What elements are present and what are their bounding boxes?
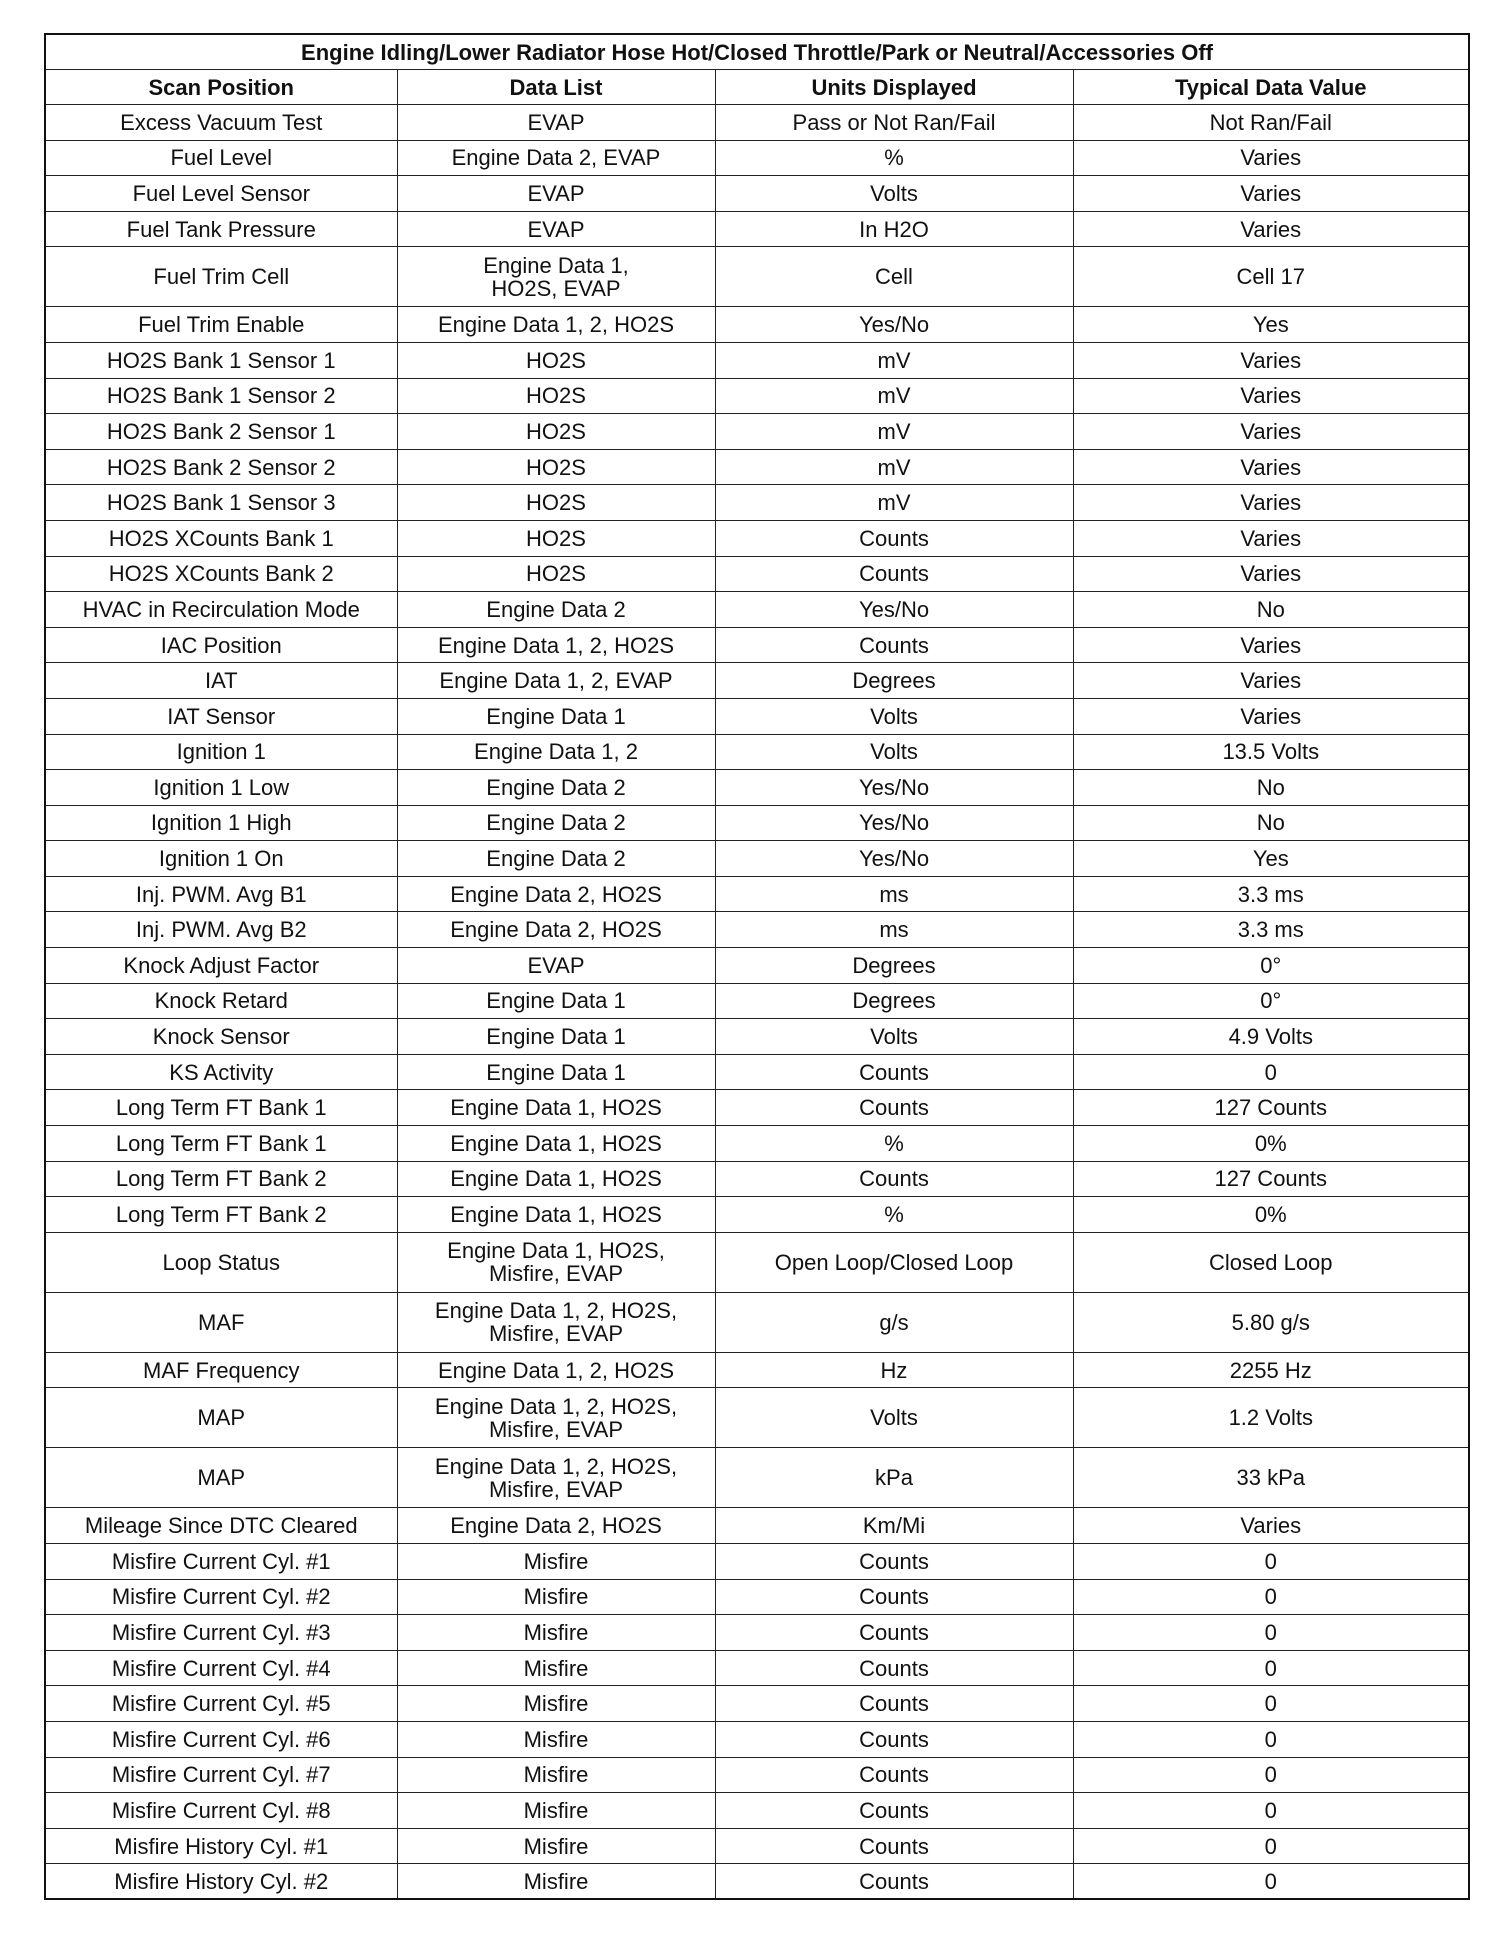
units-displayed-cell: %: [715, 1126, 1073, 1162]
units-displayed-cell: %: [715, 140, 1073, 176]
scan-position-cell: Knock Sensor: [45, 1019, 397, 1055]
units-displayed-cell: kPa: [715, 1448, 1073, 1508]
column-header-units-displayed: Units Displayed: [715, 70, 1073, 105]
data-list-cell: Misfire: [397, 1579, 715, 1615]
table-row: [45, 140, 1469, 176]
scan-position-cell: Misfire Current Cyl. #3: [45, 1615, 397, 1651]
data-list-cell: EVAP: [397, 948, 715, 984]
scan-position-cell: Fuel Trim Enable: [45, 307, 397, 343]
table-row: [45, 1828, 1469, 1864]
table-row: [45, 211, 1469, 247]
scan-position-cell: Fuel Trim Cell: [45, 247, 397, 307]
table-title: Engine Idling/Lower Radiator Hose Hot/Closed Throttle/Park or Neutral/Accessories Off: [45, 34, 1469, 70]
scan-position-cell: Ignition 1 High: [45, 805, 397, 841]
scan-position-cell: Inj. PWM. Avg B2: [45, 912, 397, 948]
data-list-cell: EVAP: [397, 176, 715, 212]
typical-data-value-cell: Varies: [1073, 485, 1469, 521]
table-row: [45, 1448, 1469, 1508]
units-displayed-cell: Counts: [715, 556, 1073, 592]
column-header-data-list: Data List: [397, 70, 715, 105]
table-row: [45, 1721, 1469, 1757]
typical-data-value-cell: 2255 Hz: [1073, 1352, 1469, 1388]
data-list-cell: HO2S: [397, 556, 715, 592]
data-list-cell: HO2S: [397, 414, 715, 450]
data-list-cell: HO2S: [397, 520, 715, 556]
typical-data-value-cell: 0%: [1073, 1126, 1469, 1162]
data-list-cell: Engine Data 2, EVAP: [397, 140, 715, 176]
table-row: [45, 948, 1469, 984]
scan-data-table: [44, 33, 1470, 1900]
units-displayed-cell: Counts: [715, 1828, 1073, 1864]
scan-position-cell: Fuel Level: [45, 140, 397, 176]
scan-position-cell: Ignition 1: [45, 734, 397, 770]
data-list-line-1: Engine Data 1, 2, HO2S,: [434, 1453, 678, 1479]
data-list-cell: Engine Data 1, HO2S: [397, 1161, 715, 1197]
scan-position-cell: IAT: [45, 663, 397, 699]
units-displayed-cell: Volts: [715, 176, 1073, 212]
table-row: [45, 841, 1469, 877]
data-list-cell: Engine Data 1: [397, 1019, 715, 1055]
data-list-cell: HO2S: [397, 342, 715, 378]
data-list-cell: Engine Data 1: [397, 1054, 715, 1090]
typical-data-value-cell: Varies: [1073, 520, 1469, 556]
typical-data-value-cell: Varies: [1073, 342, 1469, 378]
data-list-line-2: Misfire, EVAP: [488, 1261, 624, 1287]
table-header: [45, 34, 1469, 105]
data-list-line-2: HO2S, EVAP: [491, 275, 621, 301]
data-list-cell: Engine Data 2: [397, 770, 715, 806]
units-displayed-cell: mV: [715, 449, 1073, 485]
data-list-cell: Engine Data 1, 2, HO2S: [397, 307, 715, 343]
typical-data-value-cell: 0: [1073, 1721, 1469, 1757]
units-displayed-cell: Counts: [715, 1054, 1073, 1090]
typical-data-value-cell: 0: [1073, 1793, 1469, 1829]
units-displayed-cell: Yes/No: [715, 592, 1073, 628]
units-displayed-cell: Counts: [715, 627, 1073, 663]
scan-position-cell: Excess Vacuum Test: [45, 105, 397, 141]
scan-position-cell: MAP: [45, 1448, 397, 1508]
typical-data-value-cell: No: [1073, 770, 1469, 806]
data-list-cell: Misfire: [397, 1615, 715, 1651]
table-row: [45, 1388, 1469, 1448]
typical-data-value-cell: Varies: [1073, 211, 1469, 247]
table-row: [45, 627, 1469, 663]
scan-position-cell: Long Term FT Bank 1: [45, 1090, 397, 1126]
table-row: [45, 485, 1469, 521]
table-row: [45, 1054, 1469, 1090]
table-row: [45, 1864, 1469, 1900]
scan-position-cell: Misfire History Cyl. #1: [45, 1828, 397, 1864]
typical-data-value-cell: Varies: [1073, 176, 1469, 212]
typical-data-value-cell: Varies: [1073, 556, 1469, 592]
column-header-scan-position: Scan Position: [45, 70, 397, 105]
data-list-cell: Engine Data 2: [397, 592, 715, 628]
scan-data-sheet: [44, 33, 1468, 1900]
scan-position-cell: Fuel Level Sensor: [45, 176, 397, 212]
units-displayed-cell: Counts: [715, 1793, 1073, 1829]
scan-position-cell: HVAC in Recirculation Mode: [45, 592, 397, 628]
typical-data-value-cell: Cell 17: [1073, 247, 1469, 307]
typical-data-value-cell: 127 Counts: [1073, 1090, 1469, 1126]
scan-position-cell: Misfire Current Cyl. #4: [45, 1650, 397, 1686]
table-row: [45, 698, 1469, 734]
typical-data-value-cell: Varies: [1073, 698, 1469, 734]
table-row: [45, 1126, 1469, 1162]
units-displayed-cell: mV: [715, 485, 1073, 521]
units-displayed-cell: Hz: [715, 1352, 1073, 1388]
units-displayed-cell: Counts: [715, 1161, 1073, 1197]
units-displayed-cell: Degrees: [715, 983, 1073, 1019]
units-displayed-cell: Counts: [715, 1864, 1073, 1900]
scan-position-cell: IAT Sensor: [45, 698, 397, 734]
table-row: [45, 342, 1469, 378]
typical-data-value-cell: 33 kPa: [1073, 1448, 1469, 1508]
scan-position-cell: Ignition 1 Low: [45, 770, 397, 806]
table-row: [45, 983, 1469, 1019]
data-list-cell: Engine Data 2, HO2S: [397, 1508, 715, 1544]
units-displayed-cell: Counts: [715, 520, 1073, 556]
scan-position-cell: HO2S Bank 1 Sensor 3: [45, 485, 397, 521]
typical-data-value-cell: Varies: [1073, 449, 1469, 485]
data-list-cell: HO2S: [397, 378, 715, 414]
scan-position-cell: Misfire Current Cyl. #1: [45, 1544, 397, 1580]
table-row: [45, 1232, 1469, 1292]
table-row: [45, 520, 1469, 556]
typical-data-value-cell: 0: [1073, 1615, 1469, 1651]
scan-position-cell: Long Term FT Bank 2: [45, 1161, 397, 1197]
table-row: [45, 1757, 1469, 1793]
scan-position-cell: Fuel Tank Pressure: [45, 211, 397, 247]
units-displayed-cell: In H2O: [715, 211, 1073, 247]
units-displayed-cell: Yes/No: [715, 805, 1073, 841]
data-list-line-2: Misfire, EVAP: [488, 1321, 624, 1347]
units-displayed-cell: Pass or Not Ran/Fail: [715, 105, 1073, 141]
data-list-cell: Misfire: [397, 1721, 715, 1757]
table-row: [45, 1090, 1469, 1126]
data-list-cell: [397, 1232, 715, 1292]
scan-position-cell: MAF Frequency: [45, 1352, 397, 1388]
typical-data-value-cell: 0: [1073, 1579, 1469, 1615]
typical-data-value-cell: Yes: [1073, 841, 1469, 877]
units-displayed-cell: Km/Mi: [715, 1508, 1073, 1544]
typical-data-value-cell: No: [1073, 805, 1469, 841]
table-row: [45, 1508, 1469, 1544]
data-list-line-1: Engine Data 1, 2, HO2S,: [434, 1393, 678, 1419]
table-row: [45, 770, 1469, 806]
units-displayed-cell: Yes/No: [715, 841, 1073, 877]
scan-position-cell: Knock Adjust Factor: [45, 948, 397, 984]
table-row: [45, 805, 1469, 841]
table-row: [45, 176, 1469, 212]
table-row: [45, 1615, 1469, 1651]
units-displayed-cell: mV: [715, 414, 1073, 450]
data-list-cell: [397, 1292, 715, 1352]
data-list-line-1: Engine Data 1,: [483, 252, 629, 278]
scan-position-cell: IAC Position: [45, 627, 397, 663]
data-list-cell: Engine Data 2, HO2S: [397, 912, 715, 948]
data-list-cell: Misfire: [397, 1544, 715, 1580]
typical-data-value-cell: 0°: [1073, 983, 1469, 1019]
units-displayed-cell: mV: [715, 378, 1073, 414]
scan-position-cell: MAP: [45, 1388, 397, 1448]
data-list-cell: EVAP: [397, 211, 715, 247]
data-list-cell: Engine Data 1, HO2S: [397, 1197, 715, 1233]
units-displayed-cell: ms: [715, 876, 1073, 912]
scan-position-cell: Ignition 1 On: [45, 841, 397, 877]
units-displayed-cell: Open Loop/Closed Loop: [715, 1232, 1073, 1292]
table-row: [45, 556, 1469, 592]
typical-data-value-cell: 0: [1073, 1864, 1469, 1900]
scan-position-cell: HO2S XCounts Bank 2: [45, 556, 397, 592]
scan-position-cell: HO2S Bank 2 Sensor 2: [45, 449, 397, 485]
data-list-cell: Engine Data 1, 2: [397, 734, 715, 770]
units-displayed-cell: Degrees: [715, 663, 1073, 699]
data-list-cell: Engine Data 2: [397, 805, 715, 841]
typical-data-value-cell: 0: [1073, 1544, 1469, 1580]
scan-position-cell: HO2S Bank 1 Sensor 2: [45, 378, 397, 414]
typical-data-value-cell: Varies: [1073, 1508, 1469, 1544]
table-row: [45, 1292, 1469, 1352]
typical-data-value-cell: Closed Loop: [1073, 1232, 1469, 1292]
typical-data-value-cell: 0: [1073, 1757, 1469, 1793]
scan-position-cell: Misfire Current Cyl. #6: [45, 1721, 397, 1757]
data-list-cell: Misfire: [397, 1686, 715, 1722]
units-displayed-cell: Counts: [715, 1686, 1073, 1722]
units-displayed-cell: Yes/No: [715, 770, 1073, 806]
units-displayed-cell: Counts: [715, 1579, 1073, 1615]
table-row: [45, 378, 1469, 414]
typical-data-value-cell: Varies: [1073, 627, 1469, 663]
units-displayed-cell: Yes/No: [715, 307, 1073, 343]
table-row: [45, 592, 1469, 628]
data-list-cell: Misfire: [397, 1650, 715, 1686]
typical-data-value-cell: 1.2 Volts: [1073, 1388, 1469, 1448]
table-row: [45, 1793, 1469, 1829]
data-list-cell: Engine Data 1: [397, 698, 715, 734]
data-list-cell: Engine Data 2, HO2S: [397, 876, 715, 912]
data-list-line-1: Engine Data 1, HO2S,: [447, 1238, 665, 1264]
typical-data-value-cell: 3.3 ms: [1073, 912, 1469, 948]
data-list-cell: [397, 1388, 715, 1448]
typical-data-value-cell: 0: [1073, 1650, 1469, 1686]
scan-position-cell: Misfire Current Cyl. #2: [45, 1579, 397, 1615]
units-displayed-cell: Counts: [715, 1650, 1073, 1686]
scan-position-cell: Misfire Current Cyl. #7: [45, 1757, 397, 1793]
units-displayed-cell: Volts: [715, 734, 1073, 770]
data-list-cell: [397, 1448, 715, 1508]
units-displayed-cell: Volts: [715, 1388, 1073, 1448]
table-row: [45, 734, 1469, 770]
data-list-cell: Engine Data 1, HO2S: [397, 1126, 715, 1162]
scan-position-cell: HO2S XCounts Bank 1: [45, 520, 397, 556]
data-list-cell: Engine Data 1, 2, EVAP: [397, 663, 715, 699]
typical-data-value-cell: 0°: [1073, 948, 1469, 984]
typical-data-value-cell: Varies: [1073, 378, 1469, 414]
scan-position-cell: Long Term FT Bank 2: [45, 1197, 397, 1233]
typical-data-value-cell: Varies: [1073, 414, 1469, 450]
units-displayed-cell: Counts: [715, 1721, 1073, 1757]
typical-data-value-cell: No: [1073, 592, 1469, 628]
typical-data-value-cell: 3.3 ms: [1073, 876, 1469, 912]
data-list-line-2: Misfire, EVAP: [488, 1416, 624, 1442]
scan-position-cell: HO2S Bank 2 Sensor 1: [45, 414, 397, 450]
data-list-cell: Misfire: [397, 1793, 715, 1829]
scan-position-cell: Misfire History Cyl. #2: [45, 1864, 397, 1900]
units-displayed-cell: g/s: [715, 1292, 1073, 1352]
typical-data-value-cell: Varies: [1073, 140, 1469, 176]
data-list-cell: Engine Data 1, HO2S: [397, 1090, 715, 1126]
table-row: [45, 1352, 1469, 1388]
table-row: [45, 912, 1469, 948]
data-list-cell: Engine Data 2: [397, 841, 715, 877]
typical-data-value-cell: 0: [1073, 1828, 1469, 1864]
table-row: [45, 1686, 1469, 1722]
table-row: [45, 307, 1469, 343]
data-list-cell: Engine Data 1, 2, HO2S: [397, 627, 715, 663]
data-list-cell: Engine Data 1, 2, HO2S: [397, 1352, 715, 1388]
typical-data-value-cell: Varies: [1073, 663, 1469, 699]
table-row: [45, 1019, 1469, 1055]
table-row: [45, 1161, 1469, 1197]
units-displayed-cell: Volts: [715, 698, 1073, 734]
units-displayed-cell: Counts: [715, 1757, 1073, 1793]
data-list-line-2: Misfire, EVAP: [488, 1476, 624, 1502]
data-list-line-1: Engine Data 1, 2, HO2S,: [434, 1298, 678, 1324]
data-list-cell: Misfire: [397, 1828, 715, 1864]
table-row: [45, 1579, 1469, 1615]
units-displayed-cell: Counts: [715, 1615, 1073, 1651]
data-list-cell: Misfire: [397, 1864, 715, 1900]
typical-data-value-cell: Not Ran/Fail: [1073, 105, 1469, 141]
typical-data-value-cell: 0%: [1073, 1197, 1469, 1233]
data-list-cell: Misfire: [397, 1757, 715, 1793]
scan-position-cell: Knock Retard: [45, 983, 397, 1019]
units-displayed-cell: Degrees: [715, 948, 1073, 984]
table-row: [45, 1197, 1469, 1233]
scan-position-cell: Loop Status: [45, 1232, 397, 1292]
data-list-cell: EVAP: [397, 105, 715, 141]
scan-position-cell: Long Term FT Bank 1: [45, 1126, 397, 1162]
column-header-typical-data-value: Typical Data Value: [1073, 70, 1469, 105]
typical-data-value-cell: Yes: [1073, 307, 1469, 343]
scan-position-cell: Misfire Current Cyl. #8: [45, 1793, 397, 1829]
typical-data-value-cell: 0: [1073, 1686, 1469, 1722]
scan-position-cell: HO2S Bank 1 Sensor 1: [45, 342, 397, 378]
scan-position-cell: MAF: [45, 1292, 397, 1352]
typical-data-value-cell: 13.5 Volts: [1073, 734, 1469, 770]
table-row: [45, 449, 1469, 485]
units-displayed-cell: Volts: [715, 1019, 1073, 1055]
scan-position-cell: Misfire Current Cyl. #5: [45, 1686, 397, 1722]
units-displayed-cell: %: [715, 1197, 1073, 1233]
data-list-cell: [397, 247, 715, 307]
data-list-cell: HO2S: [397, 449, 715, 485]
typical-data-value-cell: 4.9 Volts: [1073, 1019, 1469, 1055]
typical-data-value-cell: 0: [1073, 1054, 1469, 1090]
scan-position-cell: Mileage Since DTC Cleared: [45, 1508, 397, 1544]
table-body: [45, 105, 1469, 1900]
units-displayed-cell: Counts: [715, 1544, 1073, 1580]
table-row: [45, 105, 1469, 141]
units-displayed-cell: ms: [715, 912, 1073, 948]
table-row: [45, 414, 1469, 450]
typical-data-value-cell: 127 Counts: [1073, 1161, 1469, 1197]
table-row: [45, 663, 1469, 699]
units-displayed-cell: mV: [715, 342, 1073, 378]
table-row: [45, 1650, 1469, 1686]
table-row: [45, 876, 1469, 912]
typical-data-value-cell: 5.80 g/s: [1073, 1292, 1469, 1352]
table-row: [45, 1544, 1469, 1580]
table-row: [45, 247, 1469, 307]
scan-position-cell: Inj. PWM. Avg B1: [45, 876, 397, 912]
scan-position-cell: KS Activity: [45, 1054, 397, 1090]
units-displayed-cell: Cell: [715, 247, 1073, 307]
units-displayed-cell: Counts: [715, 1090, 1073, 1126]
data-list-cell: HO2S: [397, 485, 715, 521]
data-list-cell: Engine Data 1: [397, 983, 715, 1019]
